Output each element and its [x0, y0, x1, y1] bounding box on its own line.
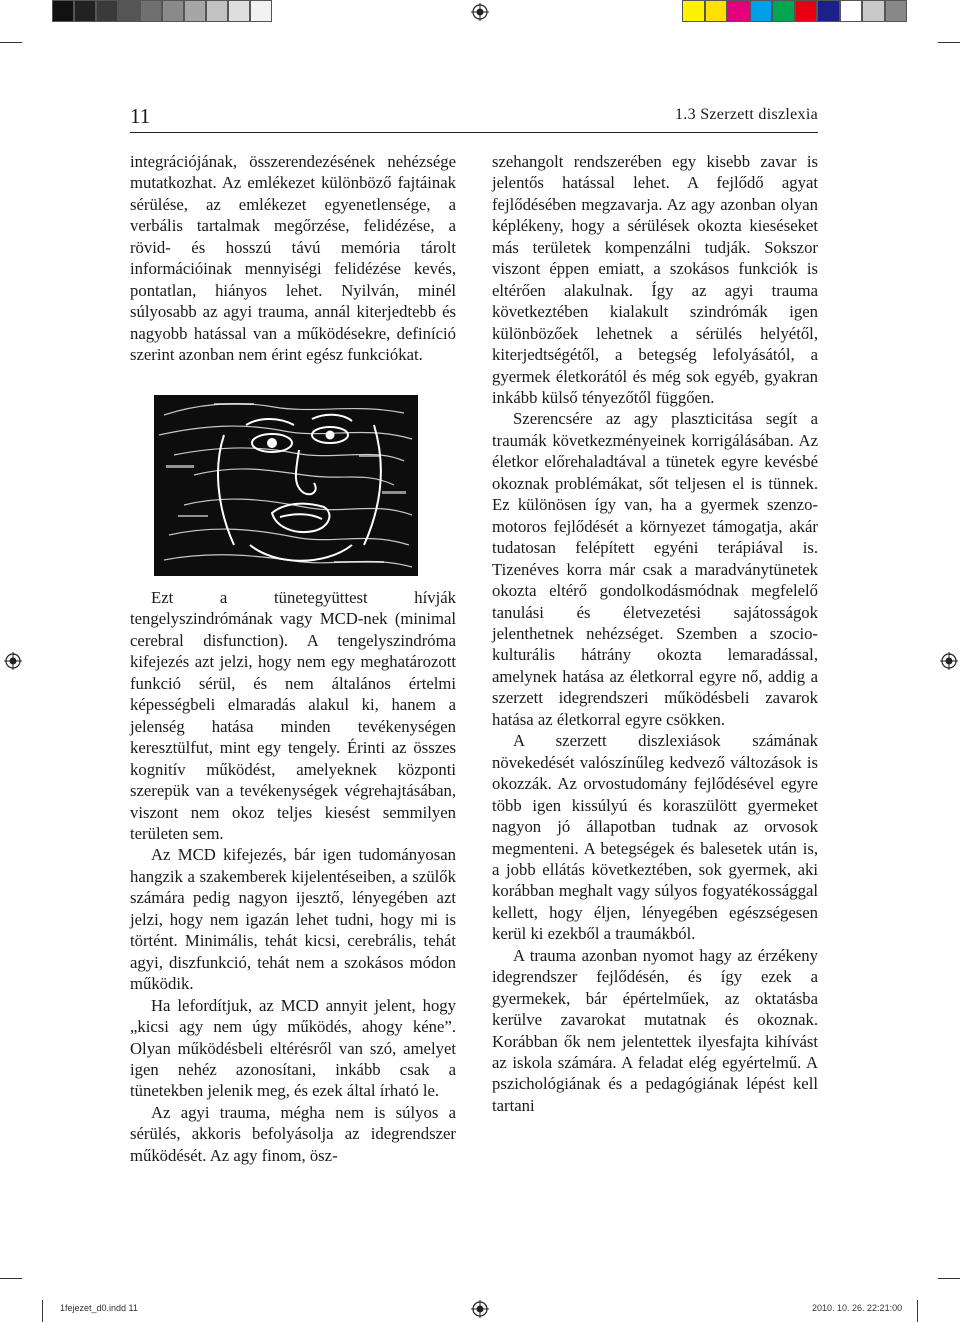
paragraph: Ezt a tünetegyüttest hívják tengelyszindrómának vagy MCD-nek (minimal cerebral disfunction). A tengelyszindróma kifejezés azt jelzi, hogy nem egy meghatározott funkció sérül, és nem általános értelmi képességbeli elmaradás alakul ki, hanem a jelenség hatása minden tevékenységen keresztülfut, mint egy tengely. Érinti az összes kognitív működést, amelyeknek központi szerepük van a tevékenységek végrehajtásában, viszont nem okoz teljes kiesést semmilyen területen sem.	[130, 588, 456, 843]
color-swatch	[727, 0, 750, 22]
gray-swatch	[184, 0, 206, 22]
color-swatch	[772, 0, 795, 22]
crop-mark	[42, 1300, 43, 1322]
gray-swatch	[228, 0, 250, 22]
paragraph: A szerzett diszlexiások számának növekedését valószínűleg kedvező változások is okozzák. Az orvostudomány fejlődésével egyre több igen kissúlyú és koraszülött gyermeket nagyon jó állapotban tudnak az orvosok megmenteni. A betegségek és balesetek után is, a jobb ellátás következtében, sok gyermek, aki korábban meghalt vagy súlyos fogyatékossággal kellett, hogy éljen, lényegében egészségesen kerül ki ezekből a traumákból.	[492, 731, 818, 944]
gray-swatch	[74, 0, 96, 22]
paragraph: A trauma azonban nyomot hagy az érzékeny idegrendszer fejlődésén, és így ezek a gyermekek, bár épértelműek, az oktatásba kerülve zavarokat mutatnak és okoznak. Korábban ők nem jelentettek ilyesfajta kihívást az iskola számára. A feladat elég egyértelmű. A pszichológiának és a pedagógiának lépést kell tartani	[492, 945, 818, 1115]
grayscale-color-bar	[52, 0, 272, 22]
gray-swatch	[206, 0, 228, 22]
crop-mark	[917, 1300, 918, 1322]
registration-mark-icon	[471, 3, 489, 21]
gray-swatch	[162, 0, 184, 22]
process-color-bar	[682, 0, 907, 22]
registration-mark-icon	[471, 1300, 489, 1318]
registration-mark-icon	[940, 652, 958, 670]
slug-file-name: 1fejezet_d0.indd 11	[60, 1303, 138, 1313]
color-swatch	[885, 0, 908, 22]
crop-mark	[0, 1278, 22, 1279]
gray-swatch	[52, 0, 74, 22]
face-illustration	[154, 395, 418, 576]
gray-swatch	[118, 0, 140, 22]
paragraph: Ha lefordítjuk, az MCD annyit jelent, hogy „kicsi agy nem úgy működés, ahogy kéne”. Olyan működésbeli eltérésről van szó, amelyet igen nehéz azonosítani, inkább csak a tünetekben jelenik meg, és ezek által írható le.	[130, 995, 456, 1101]
color-swatch	[750, 0, 773, 22]
color-swatch	[682, 0, 705, 22]
color-swatch	[840, 0, 863, 22]
paragraph: szehangolt rendszerében egy kisebb zavar is jelentős hatással lehet. A fejlődő agyat fejlődésében megzavarja. Az agy azonban olyan képlékeny, hogy a sérülések okozta kieséseket más területek kompenzálni tudják. Sokszor viszont éppen emiatt, a szokásos funkciók is eltérően alakulnak. Így az agyi trauma következtében kialakult szindrómák igen különbözőek lehetnek a sérülés helyétől, kiterjedtségétől, a betegség lefolyásától, a gyermek életkorától és még sok egyéb, gyakran inkább külső tényezőtől függően.	[492, 152, 818, 407]
gray-swatch	[250, 0, 272, 22]
crop-mark	[0, 42, 22, 43]
running-title: 1.3 Szerzett diszlexia	[675, 106, 818, 123]
header-rule	[130, 132, 818, 133]
paragraph: Szerencsére az agy plaszticitása segít a traumák következményeinek korrigálásában. Az életkor előrehaladtával a tünetek egyre kevésbé okoznak problémákat, sőt teljesen el is tünnek. Ez különösen így van, ha a gyermek szenzo-motoros fejlődését a környezet támogatja, akár tudatosan felépített egyéni terápiával is. Tizenéves korra már csak a maradványtünetek okozta eltérő gondolkodásmódnak megfelelő tanulási és életvezetési sajátosságok jelenthetnek nehézséget. Szemben a szocio-kulturális hátrány okozta lemaradással, amelynek hatása az életkorral egyre nő, addig a szerzett idegrendszeri működésbeli zavarok hatása az életkorral egyre csökken.	[492, 409, 818, 729]
left-column-top	[130, 151, 456, 366]
crop-mark	[938, 1278, 960, 1279]
paragraph: Az agyi trauma, mégha nem is súlyos a sérülés, akkoris befolyásolja az idegrendszer működését. Az agy finom, ösz-	[130, 1102, 456, 1165]
color-swatch	[817, 0, 840, 22]
right-column	[492, 151, 818, 1116]
distorted-face-icon	[154, 395, 418, 576]
crop-mark	[938, 42, 960, 43]
paragraph: Az MCD kifejezés, bár igen tudományosan hangzik a szakemberek kijelentéseiben, a szülők számára pedig nagyon ijesztő, lényegében azt jelzi, hogy nem igazán lehet tudni, hogy mi is történt. Minimális, tehát kicsi, cerebrális, tehát agyi, diszfunkció, tehát nem a szokásos módon működik.	[130, 845, 456, 994]
gray-swatch	[96, 0, 118, 22]
page-number: 11	[130, 104, 151, 128]
registration-mark-icon	[4, 652, 22, 670]
paragraph: integrációjának, összerendezésének nehézsége mutatkozhat. Az emlékezet különböző fajtáinak sérülése, az emlékezet egyenetlensége, a verbális tartalmak megőrzése, felidézése, a rövid- és hosszú távú memória tárolt információinak mennyiségi felidézése kevés, pontatlan, hiányos lehet. Nyilván, minél súlyosabb az agyi trauma, annál kiterjedtebb és nagyobb hatással van a működésekre, definíció szerint azonban nem érint egész funkciókat.	[130, 152, 456, 365]
color-swatch	[705, 0, 728, 22]
slug-datetime: 2010. 10. 26. 22:21:00	[812, 1303, 903, 1313]
color-swatch	[862, 0, 885, 22]
gray-swatch	[140, 0, 162, 22]
left-column-bottom	[130, 587, 456, 1166]
color-swatch	[795, 0, 818, 22]
